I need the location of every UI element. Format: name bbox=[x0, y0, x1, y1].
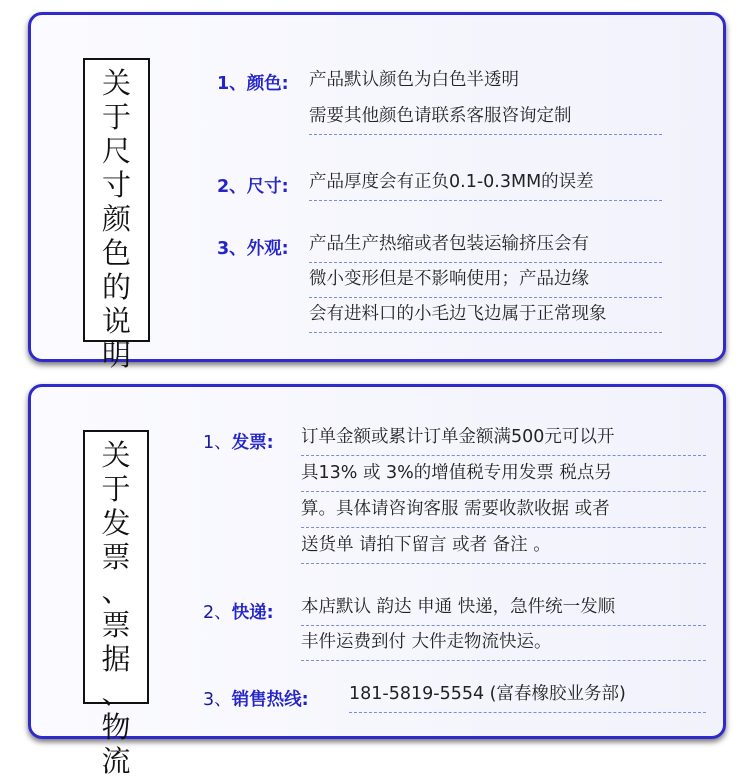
item-number: 1、 bbox=[217, 74, 247, 94]
sales-hotline-number: 181-5819-5554 (富春橡胶业务部) bbox=[349, 677, 706, 713]
item-shipping-heading bbox=[203, 599, 274, 624]
label-char: 、 bbox=[101, 574, 131, 608]
item-number: 1、 bbox=[203, 433, 232, 453]
label-char: 寸 bbox=[101, 168, 131, 202]
item-number: 2、 bbox=[217, 177, 247, 197]
item-text-line: 送货单 请拍下留言 或者 备注 。 bbox=[301, 528, 706, 564]
label-char: 于 bbox=[101, 100, 131, 134]
item-appearance-heading bbox=[217, 235, 289, 260]
item-text-line: 本店默认 韵达 申通 快递，急件统一发顺 bbox=[301, 590, 706, 626]
label-char: 关 bbox=[101, 66, 131, 100]
label-char: 的 bbox=[101, 270, 131, 304]
item-text-line: 具13% 或 3%的增值税专用发票 税点另 bbox=[301, 456, 706, 492]
label-char: 、 bbox=[101, 676, 131, 710]
item-number: 2、 bbox=[203, 603, 232, 623]
label-char: 说 bbox=[101, 304, 131, 338]
label-char: 于 bbox=[101, 472, 131, 506]
item-text-line: 产品生产热缩或者包装运输挤压会有 bbox=[309, 227, 662, 263]
section-label-invoice-shipping bbox=[83, 430, 149, 778]
label-char: 颜 bbox=[101, 202, 131, 236]
section-label-size-color bbox=[83, 58, 150, 372]
item-text-line: 需要其他颜色请联系客服咨询定制 bbox=[309, 99, 662, 135]
item-text-line: 丰件运费到付 大件走物流快运。 bbox=[301, 625, 706, 661]
item-key: 外观: bbox=[246, 239, 289, 259]
label-char: 尺 bbox=[101, 134, 131, 168]
item-text-line: 订单金额或累计订单金额满500元可以开 bbox=[301, 420, 706, 456]
item-invoice-heading bbox=[203, 429, 274, 454]
label-char: 物 bbox=[101, 710, 131, 744]
item-text-line: 产品默认颜色为白色半透明 bbox=[309, 70, 519, 90]
label-char: 据 bbox=[101, 642, 131, 676]
item-text-line: 会有进料口的小毛边飞边属于正常现象 bbox=[309, 297, 662, 333]
item-text-line: 产品厚度会有正负0.1-0.3MM的误差 bbox=[309, 165, 662, 201]
item-color-heading bbox=[217, 70, 289, 95]
color-size-info-card bbox=[28, 12, 726, 372]
item-text-line: 算。具体请咨询客服 需要收款收据 或者 bbox=[301, 492, 706, 528]
item-size-heading bbox=[217, 173, 289, 198]
label-char: 票 bbox=[101, 608, 131, 642]
item-hotline-heading bbox=[203, 686, 309, 711]
label-char: 色 bbox=[101, 236, 131, 270]
item-key: 尺寸: bbox=[246, 177, 289, 197]
item-key: 颜色: bbox=[246, 74, 289, 94]
label-char: 票 bbox=[101, 540, 131, 574]
invoice-receipt-shipping-card bbox=[28, 384, 726, 778]
item-key: 快递: bbox=[231, 603, 274, 623]
item-key: 发票: bbox=[231, 433, 274, 453]
item-text-line: 微小变形但是不影响使用；产品边缘 bbox=[309, 262, 662, 298]
label-char: 流 bbox=[101, 744, 131, 778]
item-number: 3、 bbox=[203, 690, 232, 710]
item-key: 销售热线: bbox=[231, 690, 309, 710]
label-char: 明 bbox=[101, 338, 131, 372]
label-char: 关 bbox=[101, 438, 131, 472]
item-number: 3、 bbox=[217, 239, 247, 259]
label-char: 发 bbox=[101, 506, 131, 540]
